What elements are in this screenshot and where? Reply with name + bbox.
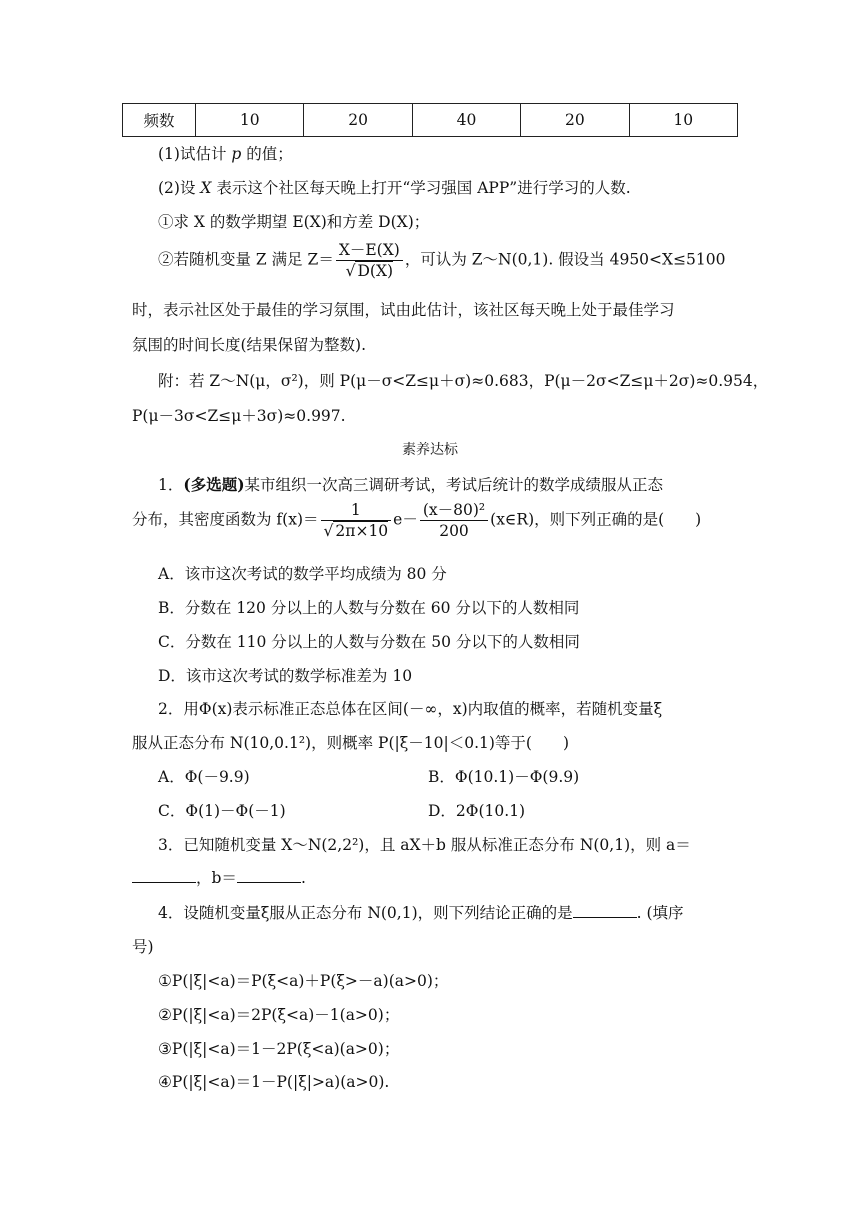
problem-2-option-b: B．Φ(10.1)－Φ(9.9)	[428, 768, 580, 786]
problem-4-item-2: ②P(|ξ|<a)＝2P(ξ<a)－1(a>0)；	[158, 1006, 400, 1024]
question-2-text-b: 表示这个社区每天晚上打开“学习强国 APP”进行学习的人数.	[211, 179, 631, 197]
density-fraction-1-den: √ 2π×10	[323, 522, 389, 540]
note-line-1: 附：若 Z～N(μ，σ²)，则 P(μ－σ<Z≤μ＋σ)≈0.683，P(μ－2σ<Z≤μ＋2σ)≈0.954，	[158, 372, 769, 390]
table-row-label: 频数	[123, 104, 196, 137]
question-2-part-1: ①求 X 的数学期望 E(X)和方差 D(X)；	[158, 213, 430, 231]
density-fraction-1-den-text: 2π×10	[335, 522, 389, 540]
section-title: 素养达标	[402, 442, 458, 458]
problem-4-item-1: ①P(|ξ|<a)＝P(ξ<a)＋P(ξ>－a)(a>0)；	[158, 972, 449, 990]
problem-2-option-c: C．Φ(1)－Φ(－1)	[158, 802, 286, 820]
density-fraction-2-num: (x－80)²	[420, 500, 488, 521]
density-fraction-2-den: 200	[439, 522, 469, 540]
problem-1-line-1	[158, 473, 663, 495]
problem-4-post: . (填序	[636, 904, 684, 922]
question-2	[158, 176, 631, 198]
problem-4-item-3: ③P(|ξ|<a)＝1－2P(ξ<a)(a>0)；	[158, 1040, 400, 1058]
table-row	[123, 104, 738, 137]
problem-1-number: 1．	[158, 476, 184, 494]
problem-1-text: 某市组织一次高三调研考试，考试后统计的数学成绩服从正态	[244, 476, 664, 494]
problem-1-density-pre: 分布，其密度函数为 f(x)＝	[132, 510, 319, 529]
problem-1-option-a: A．该市这次考试的数学平均成绩为 80 分	[158, 565, 447, 583]
table-cell: 10	[629, 104, 737, 137]
problem-1-density-post: (x∈R)，则下列正确的是( )	[490, 510, 702, 529]
question-1-text: (1)试估计	[158, 145, 227, 163]
z-fraction-denominator: √ D(X)	[345, 262, 394, 280]
problem-1-line-2	[132, 500, 701, 541]
table-cell: 20	[521, 104, 629, 137]
question-1-tail: 的值；	[241, 145, 293, 163]
problem-2-line-2: 服从正态分布 N(10,0.1²)，则概率 P(|ξ－10|＜0.1)等于( )	[132, 734, 569, 752]
question-1-var: p	[231, 145, 242, 163]
table-cell: 40	[412, 104, 520, 137]
problem-3-mid: ，b＝	[196, 869, 237, 887]
problem-1-option-d: D．该市这次考试的数学标准差为 10	[158, 667, 413, 685]
question-2-part-2-post: ，可认为 Z～N(0,1). 假设当 4950<X≤5100	[404, 250, 726, 269]
z-fraction-numerator: X－E(X)	[336, 240, 403, 261]
problem-4-line-1	[158, 901, 684, 923]
density-fraction-1	[321, 500, 392, 541]
problem-4-line-2: 号)	[132, 938, 154, 956]
table-cell: 20	[304, 104, 412, 137]
problem-4-item-4: ④P(|ξ|<a)＝1－P(|ξ|>a)(a>0).	[158, 1073, 390, 1091]
density-exp: e－	[393, 510, 418, 529]
density-fraction-2	[420, 500, 488, 541]
problem-2-option-d: D．2Φ(10.1)	[428, 802, 526, 820]
problem-3-line-1: 3．已知随机变量 X～N(2,2²)，且 aX＋b 服从标准正态分布 N(0,1)，则 a＝	[158, 836, 691, 854]
question-2-part-2	[158, 240, 726, 281]
question-2-part-2-line2: 时，表示社区处于最佳的学习氛围，试由此估计，该社区每天晚上处于最佳学习	[132, 301, 675, 319]
problem-3-end: .	[300, 869, 306, 887]
problem-2-option-a: A．Φ(－9.9)	[158, 768, 250, 786]
note-line-2: P(μ－3σ<Z≤μ＋3σ)≈0.997.	[132, 407, 346, 425]
question-2-part-2-line3: 氛围的时间长度(结果保留为整数).	[132, 336, 367, 354]
problem-4-pre: 4．设随机变量ξ服从正态分布 N(0,1)，则下列结论正确的是	[158, 904, 573, 922]
problem-1-option-c: C．分数在 110 分以上的人数与分数在 50 分以下的人数相同	[158, 633, 580, 651]
problem-2-line-1: 2．用Φ(x)表示标准正态总体在区间(－∞，x)内取值的概率，若随机变量ξ	[158, 700, 663, 718]
answer-blank-b[interactable]	[237, 868, 301, 883]
problem-3-line-2	[132, 866, 306, 888]
question-2-var: X	[200, 179, 212, 197]
question-1	[158, 142, 293, 164]
density-fraction-1-num: 1	[321, 500, 392, 521]
problem-1-option-b: B．分数在 120 分以上的人数与分数在 60 分以下的人数相同	[158, 599, 580, 617]
frequency-table	[122, 103, 738, 137]
problem-1-tag: (多选题)	[183, 475, 245, 494]
question-2-part-2-pre: ②若随机变量 Z 满足 Z＝	[158, 250, 334, 269]
z-fraction	[336, 240, 403, 281]
answer-blank-a[interactable]	[132, 868, 196, 883]
answer-blank-4[interactable]	[573, 903, 637, 918]
table-cell: 10	[196, 104, 304, 137]
question-2-text-a: (2)设	[158, 179, 201, 197]
z-fraction-denominator-text: D(X)	[357, 262, 394, 280]
